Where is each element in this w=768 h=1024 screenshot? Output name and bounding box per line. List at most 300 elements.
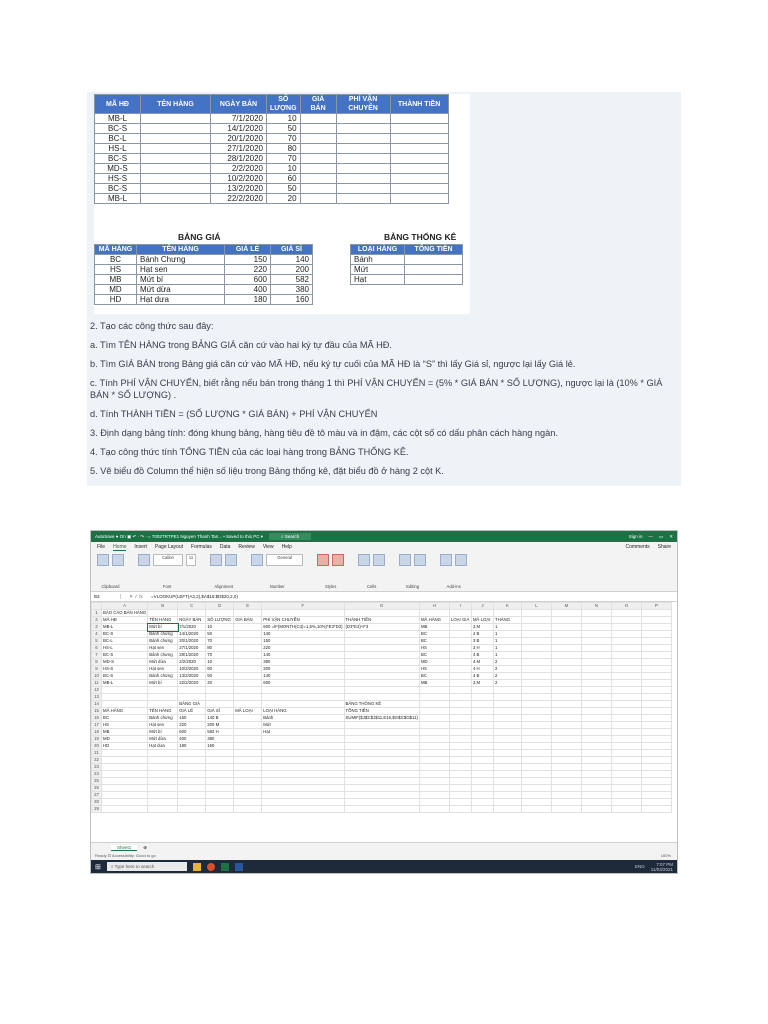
grid-cell[interactable] [641, 631, 671, 638]
grid-cell[interactable] [493, 715, 521, 722]
grid-cell[interactable] [419, 792, 449, 799]
grid-cell[interactable] [449, 645, 471, 652]
grid-cell[interactable] [449, 638, 471, 645]
grid-cell[interactable] [611, 687, 641, 694]
grid-cell[interactable]: 3 M [471, 680, 493, 687]
grid-cell[interactable] [148, 771, 178, 778]
grid-cell[interactable] [449, 631, 471, 638]
grid-cell[interactable] [449, 666, 471, 673]
grid-cell[interactable] [178, 764, 206, 771]
grid-cell[interactable] [521, 785, 551, 792]
grid-cell[interactable] [148, 764, 178, 771]
font-size-select[interactable]: 11 [186, 554, 196, 566]
grid-cell[interactable] [344, 799, 419, 806]
grid-cell[interactable] [581, 757, 611, 764]
grid-cell[interactable] [641, 673, 671, 680]
grid-cell[interactable] [611, 736, 641, 743]
grid-cell[interactable] [449, 708, 471, 715]
grid-cell[interactable] [471, 736, 493, 743]
grid-cell[interactable]: Hạt sen [148, 645, 178, 652]
grid-cell[interactable] [148, 785, 178, 792]
grid-cell[interactable] [234, 743, 262, 750]
grid-cell[interactable] [178, 785, 206, 792]
word-icon[interactable] [235, 863, 243, 871]
grid-cell[interactable] [521, 799, 551, 806]
grid-cell[interactable] [449, 778, 471, 785]
grid-cell[interactable]: 70 [206, 638, 234, 645]
grid-cell[interactable]: 582 H [206, 729, 234, 736]
grid-cell[interactable]: Bánh chưng [148, 638, 178, 645]
grid-cell[interactable] [419, 757, 449, 764]
grid-cell[interactable] [344, 750, 419, 757]
grid-cell[interactable] [641, 666, 671, 673]
grid-cell[interactable] [641, 743, 671, 750]
grid-cell[interactable] [234, 631, 262, 638]
grid-cell[interactable]: Bánh chưng [148, 673, 178, 680]
grid-cell[interactable] [581, 736, 611, 743]
grid-cell[interactable] [262, 743, 344, 750]
grid-cell[interactable] [521, 771, 551, 778]
grid-cell[interactable] [611, 652, 641, 659]
grid-cell[interactable]: 4 B [471, 673, 493, 680]
grid-cell[interactable] [471, 701, 493, 708]
grid-cell[interactable] [234, 701, 262, 708]
grid-cell[interactable] [581, 729, 611, 736]
grid-cell[interactable] [611, 792, 641, 799]
grid-cell[interactable] [449, 757, 471, 764]
ribbon-button-icon[interactable] [399, 554, 411, 566]
grid-cell[interactable]: Bánh chưng [148, 652, 178, 659]
grid-cell[interactable] [262, 771, 344, 778]
grid-cell[interactable] [581, 750, 611, 757]
grid-cell[interactable] [148, 799, 178, 806]
grid-cell[interactable] [611, 806, 641, 813]
grid-cell[interactable] [521, 638, 551, 645]
ribbon-tab-data[interactable]: Data [219, 544, 231, 550]
grid-cell[interactable] [611, 708, 641, 715]
grid-cell[interactable]: 140 [262, 673, 344, 680]
grid-cell[interactable] [234, 652, 262, 659]
grid-cell[interactable]: 2 [493, 659, 521, 666]
grid-cell[interactable]: 4 B [471, 652, 493, 659]
ribbon-tab-home[interactable]: Home [113, 543, 127, 550]
grid-cell[interactable] [206, 771, 234, 778]
grid-cell[interactable] [262, 694, 344, 701]
grid-cell[interactable] [611, 785, 641, 792]
grid-cell[interactable]: 4 H [471, 666, 493, 673]
grid-cell[interactable] [234, 680, 262, 687]
grid-cell[interactable]: (D3*E3)+F3 [344, 624, 419, 631]
grid-cell[interactable]: Mứt dừa [148, 736, 178, 743]
grid-cell[interactable] [148, 806, 178, 813]
grid-cell[interactable] [449, 743, 471, 750]
grid-cell[interactable] [234, 736, 262, 743]
grid-cell[interactable] [234, 750, 262, 757]
grid-cell[interactable]: MD [419, 659, 449, 666]
grid-cell[interactable] [178, 806, 206, 813]
grid-cell[interactable] [449, 701, 471, 708]
grid-cell[interactable] [641, 610, 671, 617]
grid-cell[interactable] [521, 673, 551, 680]
grid-cell[interactable] [206, 764, 234, 771]
grid-cell[interactable] [148, 610, 178, 617]
grid-cell[interactable] [551, 736, 581, 743]
grid-cell[interactable] [521, 743, 551, 750]
grid-cell[interactable]: 10 [206, 659, 234, 666]
grid-cell[interactable] [611, 631, 641, 638]
grid-cell[interactable]: 2 [493, 680, 521, 687]
grid-cell[interactable]: 400 [178, 736, 206, 743]
grid-cell[interactable] [234, 645, 262, 652]
ribbon-button-icon[interactable] [225, 554, 237, 566]
grid-cell[interactable] [581, 785, 611, 792]
grid-cell[interactable] [581, 659, 611, 666]
grid-cell[interactable]: HS-S [102, 666, 148, 673]
grid-cell[interactable] [102, 757, 148, 764]
grid-cell[interactable] [206, 778, 234, 785]
grid-cell[interactable]: 80 [206, 645, 234, 652]
grid-cell[interactable] [206, 785, 234, 792]
formula-input[interactable]: =VLOOKUP(LEFT(A3,2),$A$16:$D$20,2,0) [151, 594, 238, 599]
grid-cell[interactable] [551, 638, 581, 645]
grid-cell[interactable]: 380 [262, 659, 344, 666]
grid-cell[interactable] [178, 778, 206, 785]
grid-cell[interactable] [521, 750, 551, 757]
grid-cell[interactable]: 200 [262, 666, 344, 673]
file-explorer-icon[interactable] [193, 863, 201, 871]
grid-cell[interactable] [493, 799, 521, 806]
grid-cell[interactable] [206, 687, 234, 694]
grid-cell[interactable] [449, 750, 471, 757]
grid-cell[interactable]: MÃ HĐ [102, 617, 148, 624]
grid-cell[interactable]: MD [102, 736, 148, 743]
grid-cell[interactable] [344, 736, 419, 743]
grid-cell[interactable] [234, 764, 262, 771]
grid-cell[interactable] [521, 764, 551, 771]
grid-cell[interactable] [611, 659, 641, 666]
grid-cell[interactable]: MÃ HÀNG [102, 708, 148, 715]
grid-cell[interactable] [449, 722, 471, 729]
grid-cell[interactable]: 4 M [471, 659, 493, 666]
grid-cell[interactable]: 2 [493, 673, 521, 680]
grid-cell[interactable]: PHÍ VẬN CHUYỂN [262, 617, 344, 624]
minimize-icon[interactable]: — [648, 534, 653, 539]
grid-cell[interactable] [178, 771, 206, 778]
number-format-select[interactable]: General [266, 554, 303, 566]
grid-cell[interactable] [611, 729, 641, 736]
grid-cell[interactable] [148, 792, 178, 799]
grid-cell[interactable] [102, 806, 148, 813]
grid-cell[interactable] [234, 687, 262, 694]
grid-cell[interactable]: 7/1/2020 [178, 624, 206, 631]
grid-cell[interactable] [471, 687, 493, 694]
grid-cell[interactable] [611, 701, 641, 708]
grid-cell[interactable]: Bánh chưng [148, 715, 178, 722]
grid-cell[interactable] [344, 778, 419, 785]
grid-cell[interactable] [178, 792, 206, 799]
grid-cell[interactable] [419, 701, 449, 708]
grid-cell[interactable]: 50 [206, 631, 234, 638]
grid-cell[interactable] [521, 757, 551, 764]
grid-cell[interactable] [611, 743, 641, 750]
grid-cell[interactable]: Bánh [262, 715, 344, 722]
grid-cell[interactable] [551, 687, 581, 694]
grid-cell[interactable] [551, 624, 581, 631]
grid-cell[interactable]: BÁO CÁO BÁN HÀNG [103, 610, 147, 615]
grid-cell[interactable]: 20 [206, 680, 234, 687]
grid-cell[interactable]: Mứt bí [148, 624, 178, 631]
restore-icon[interactable]: ▭ [658, 533, 664, 539]
grid-cell[interactable] [521, 694, 551, 701]
grid-cell[interactable]: Hạt dưa [148, 743, 178, 750]
grid-cell[interactable] [611, 750, 641, 757]
grid-cell[interactable] [551, 652, 581, 659]
grid-cell[interactable] [641, 757, 671, 764]
grid-cell[interactable]: TÊN HÀNG [148, 708, 178, 715]
grid-cell[interactable] [234, 785, 262, 792]
grid-cell[interactable]: 1 [493, 645, 521, 652]
grid-cell[interactable]: 140 B [206, 715, 234, 722]
grid-cell[interactable] [262, 785, 344, 792]
share-button[interactable]: Share [657, 544, 671, 550]
grid-cell[interactable] [581, 638, 611, 645]
grid-cell[interactable] [581, 792, 611, 799]
grid-cell[interactable] [102, 687, 148, 694]
grid-cell[interactable] [471, 785, 493, 792]
spreadsheet-grid[interactable] [91, 602, 677, 842]
grid-cell[interactable]: 2/2/2020 [178, 659, 206, 666]
grid-cell[interactable] [344, 722, 419, 729]
grid-cell[interactable] [234, 778, 262, 785]
grid-cell[interactable]: 600 [262, 680, 344, 687]
close-icon[interactable]: ✕ [669, 533, 673, 539]
grid-cell[interactable] [611, 764, 641, 771]
grid-cell[interactable]: BC-S [102, 652, 148, 659]
grid-cell[interactable] [148, 757, 178, 764]
grid-cell[interactable]: 3 H [471, 645, 493, 652]
grid-cell[interactable] [521, 729, 551, 736]
grid-cell[interactable] [471, 694, 493, 701]
grid-cell[interactable] [449, 673, 471, 680]
grid-cell[interactable]: Mứt bí [148, 680, 178, 687]
grid-cell[interactable] [262, 701, 344, 708]
grid-cell[interactable]: 27/1/2020 [178, 645, 206, 652]
grid-cell[interactable] [641, 729, 671, 736]
grid-cell[interactable]: 60 [206, 666, 234, 673]
grid-cell[interactable]: BC [419, 673, 449, 680]
excel-icon[interactable] [221, 863, 229, 871]
grid-cell[interactable] [581, 645, 611, 652]
grid-cell[interactable]: 3 B [471, 638, 493, 645]
sign-in-button[interactable]: Sign in [628, 534, 643, 539]
grid-cell[interactable] [262, 792, 344, 799]
grid-cell[interactable]: 150 [262, 638, 344, 645]
grid-cell[interactable] [493, 610, 521, 617]
grid-cell[interactable] [449, 624, 471, 631]
grid-cell[interactable] [102, 694, 148, 701]
grid-cell[interactable] [551, 645, 581, 652]
language-indicator[interactable]: ENG [635, 864, 645, 869]
grid-cell[interactable] [581, 743, 611, 750]
grid-cell[interactable] [641, 645, 671, 652]
grid-cell[interactable] [521, 715, 551, 722]
grid-cell[interactable] [234, 673, 262, 680]
ribbon-button-icon[interactable] [358, 554, 370, 566]
grid-cell[interactable] [178, 757, 206, 764]
grid-cell[interactable] [493, 785, 521, 792]
grid-cell[interactable] [102, 764, 148, 771]
grid-cell[interactable] [206, 694, 234, 701]
grid-cell[interactable] [234, 757, 262, 764]
grid-cell[interactable]: BC [419, 652, 449, 659]
grid-cell[interactable]: BC [419, 638, 449, 645]
grid-cell[interactable] [344, 666, 419, 673]
grid-cell[interactable]: MB-L [102, 680, 148, 687]
comments-button[interactable]: Comments [625, 544, 650, 550]
grid-cell[interactable] [471, 743, 493, 750]
grid-cell[interactable] [641, 687, 671, 694]
grid-cell[interactable] [581, 617, 611, 624]
grid-cell[interactable] [262, 764, 344, 771]
grid-cell[interactable] [521, 617, 551, 624]
grid-cell[interactable] [471, 708, 493, 715]
grid-cell[interactable]: HS-L [102, 645, 148, 652]
grid-cell[interactable] [581, 799, 611, 806]
grid-cell[interactable] [641, 694, 671, 701]
grid-cell[interactable] [449, 792, 471, 799]
grid-cell[interactable] [581, 610, 611, 617]
grid-cell[interactable] [471, 778, 493, 785]
grid-cell[interactable] [102, 701, 148, 708]
grid-cell[interactable]: MB [419, 624, 449, 631]
grid-cell[interactable]: 380 [206, 736, 234, 743]
grid-cell[interactable] [611, 694, 641, 701]
search-box[interactable]: ⌕ Search [269, 533, 311, 540]
grid-cell[interactable] [148, 750, 178, 757]
grid-cell[interactable]: 220 [262, 645, 344, 652]
grid-cell[interactable]: MB [419, 680, 449, 687]
font-name-select[interactable]: Calibri [153, 554, 183, 566]
grid-cell[interactable]: 50 [206, 673, 234, 680]
grid-cell[interactable] [521, 680, 551, 687]
grid-cell[interactable] [581, 778, 611, 785]
grid-cell[interactable] [471, 729, 493, 736]
grid-cell[interactable]: SUMIF($J$3:$J$11,E16,$G$3:$G$11) [345, 715, 418, 720]
grid-cell[interactable] [641, 652, 671, 659]
grid-cell[interactable] [641, 806, 671, 813]
grid-cell[interactable] [419, 771, 449, 778]
grid-cell[interactable] [521, 722, 551, 729]
grid-cell[interactable] [641, 750, 671, 757]
grid-cell[interactable] [493, 743, 521, 750]
grid-cell[interactable] [206, 792, 234, 799]
grid-cell[interactable] [493, 708, 521, 715]
grid-cell[interactable] [234, 792, 262, 799]
grid-cell[interactable]: 70 [206, 652, 234, 659]
grid-cell[interactable]: THÀNH TIỀN [344, 617, 419, 624]
grid-cell[interactable]: BC-S [102, 673, 148, 680]
grid-cell[interactable] [551, 743, 581, 750]
grid-cell[interactable] [419, 694, 449, 701]
grid-cell[interactable]: 20/1/2020 [178, 638, 206, 645]
grid-cell[interactable] [178, 750, 206, 757]
grid-cell[interactable] [493, 687, 521, 694]
ribbon-tab-help[interactable]: Help [281, 544, 292, 550]
grid-cell[interactable] [493, 771, 521, 778]
grid-cell[interactable] [449, 659, 471, 666]
grid-cell[interactable] [641, 722, 671, 729]
grid-cell[interactable] [344, 610, 419, 617]
grid-cell[interactable] [449, 687, 471, 694]
grid-cell[interactable]: 10/2/2020 [178, 666, 206, 673]
grid-cell[interactable] [206, 799, 234, 806]
grid-cell[interactable] [419, 785, 449, 792]
grid-cell[interactable] [206, 806, 234, 813]
grid-cell[interactable] [551, 631, 581, 638]
grid-cell[interactable] [344, 638, 419, 645]
grid-cell[interactable] [262, 757, 344, 764]
grid-cell[interactable]: 4 B [471, 631, 493, 638]
grid-cell[interactable] [551, 778, 581, 785]
grid-cell[interactable] [344, 659, 419, 666]
grid-cell[interactable] [611, 771, 641, 778]
grid-cell[interactable] [581, 652, 611, 659]
grid-cell[interactable] [641, 624, 671, 631]
grid-cell[interactable] [581, 722, 611, 729]
grid-cell[interactable] [234, 610, 262, 617]
grid-cell[interactable] [449, 799, 471, 806]
grid-cell[interactable] [419, 729, 449, 736]
ribbon-button-icon[interactable] [251, 554, 263, 566]
grid-cell[interactable] [551, 792, 581, 799]
grid-cell[interactable] [521, 624, 551, 631]
grid-cell[interactable] [521, 659, 551, 666]
grid-cell[interactable] [641, 736, 671, 743]
grid-cell[interactable] [611, 645, 641, 652]
grid-cell[interactable] [344, 771, 419, 778]
grid-cell[interactable] [611, 778, 641, 785]
grid-cell[interactable] [449, 764, 471, 771]
grid-cell[interactable] [611, 666, 641, 673]
grid-cell[interactable] [641, 799, 671, 806]
ribbon-button-icon[interactable] [210, 554, 222, 566]
grid-cell[interactable]: 160 [206, 743, 234, 750]
zoom-level[interactable]: 100% [660, 853, 671, 858]
grid-cell[interactable] [449, 785, 471, 792]
grid-cell[interactable]: Mứt dừa [148, 659, 178, 666]
grid-cell[interactable] [449, 806, 471, 813]
grid-cell[interactable] [419, 750, 449, 757]
grid-cell[interactable]: Hạt sen [148, 666, 178, 673]
grid-cell[interactable] [611, 673, 641, 680]
grid-cell[interactable] [551, 715, 581, 722]
grid-cell[interactable] [641, 778, 671, 785]
grid-cell[interactable] [148, 694, 178, 701]
grid-cell[interactable] [344, 673, 419, 680]
grid-cell[interactable] [419, 806, 449, 813]
grid-cell[interactable] [551, 701, 581, 708]
grid-cell[interactable] [344, 652, 419, 659]
grid-cell[interactable] [611, 757, 641, 764]
grid-cell[interactable]: Hạt [262, 729, 344, 736]
grid-cell[interactable] [641, 638, 671, 645]
grid-cell[interactable] [611, 680, 641, 687]
grid-cell[interactable] [493, 694, 521, 701]
grid-cell[interactable] [521, 666, 551, 673]
grid-cell[interactable] [641, 701, 671, 708]
grid-cell[interactable] [641, 792, 671, 799]
grid-cell[interactable] [551, 617, 581, 624]
